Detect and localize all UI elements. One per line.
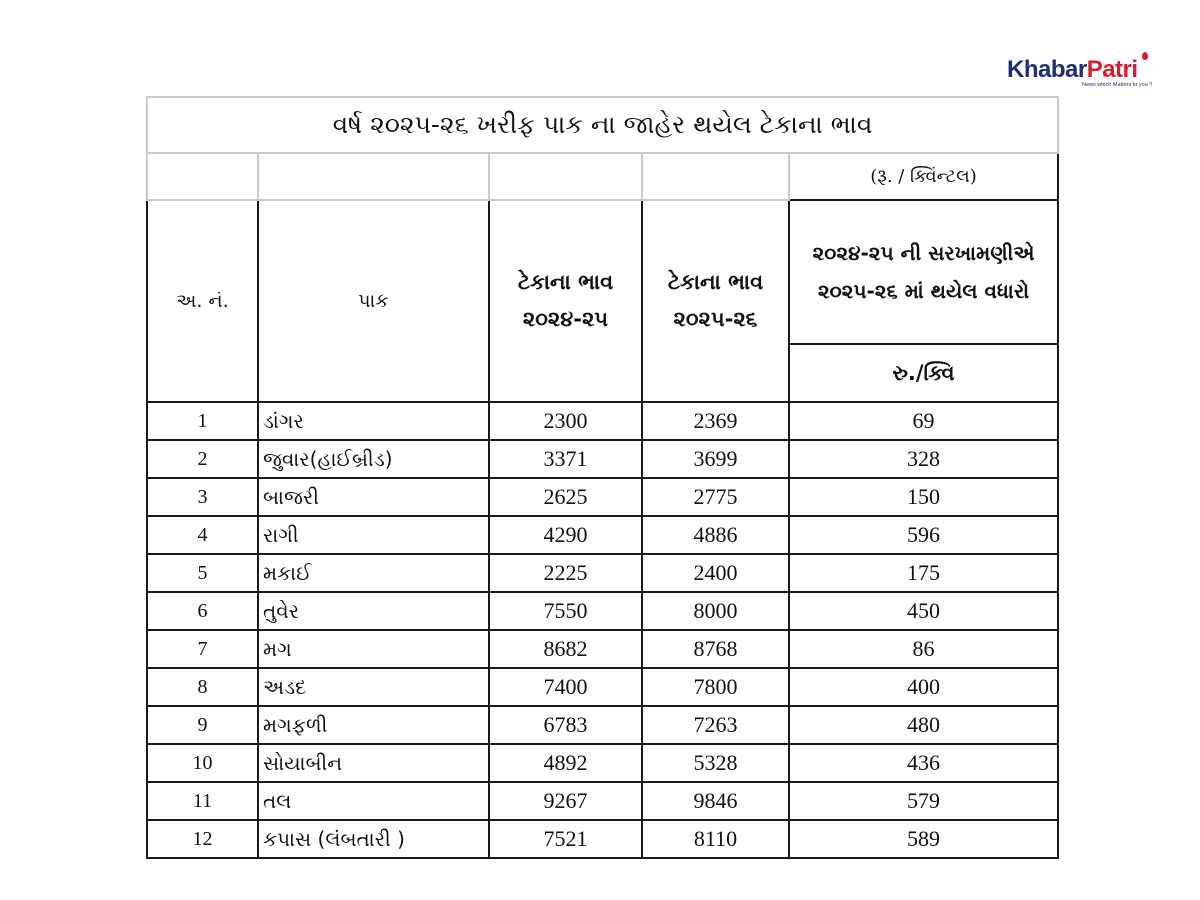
- msp-2024-cell: 9267: [489, 782, 642, 820]
- table-row: [147, 478, 1058, 516]
- increase-cell: 450: [789, 592, 1058, 630]
- table-row: [147, 630, 1058, 668]
- table-row: [147, 744, 1058, 782]
- increase-cell: 579: [789, 782, 1058, 820]
- serial-number-cell: 10: [147, 744, 258, 782]
- header-increase-line2: ૨૦૨૫-૨૬ માં થયેલ વધારો: [817, 279, 1030, 303]
- table-title: વર્ષ ૨૦૨૫-૨૬ ખરીફ પાક ના જાહેર થયેલ ટેકાના ભાવ: [147, 97, 1058, 153]
- crop-cell: મગફળી: [258, 706, 489, 744]
- increase-cell: 589: [789, 820, 1058, 858]
- msp-2024-cell: 7400: [489, 668, 642, 706]
- serial-number-cell: 1: [147, 402, 258, 440]
- blank-cell: [489, 153, 642, 200]
- msp-2024-cell: 4290: [489, 516, 642, 554]
- increase-cell: 480: [789, 706, 1058, 744]
- msp-2025-cell: 8768: [642, 630, 789, 668]
- serial-number-cell: 7: [147, 630, 258, 668]
- msp-2024-cell: 2300: [489, 402, 642, 440]
- serial-number-cell: 9: [147, 706, 258, 744]
- table-row: [147, 402, 1058, 440]
- table-row: [147, 820, 1058, 858]
- header-increase-unit: રુ./ક્વિ: [789, 344, 1058, 402]
- increase-cell: 328: [789, 440, 1058, 478]
- table-row: [147, 592, 1058, 630]
- msp-2024-cell: 2625: [489, 478, 642, 516]
- header-increase: [789, 200, 1058, 344]
- crop-cell: મગ: [258, 630, 489, 668]
- msp-2025-cell: 2400: [642, 554, 789, 592]
- msp-2024-cell: 3371: [489, 440, 642, 478]
- header-msp-2025-line1: ટેકાના ભાવ: [667, 270, 764, 295]
- unit-note: (રૂ. / ક્વિંન્ટલ): [789, 153, 1058, 200]
- header-msp-2025-line2: ૨૦૨૫-૨૬: [673, 307, 758, 331]
- header-increase-line1: ૨૦૨૪-૨૫ ની સરખામણીએ: [812, 241, 1035, 265]
- msp-2025-cell: 7800: [642, 668, 789, 706]
- table-row: [147, 440, 1058, 478]
- increase-cell: 596: [789, 516, 1058, 554]
- title-row: [147, 97, 1058, 153]
- serial-number-cell: 12: [147, 820, 258, 858]
- increase-cell: 400: [789, 668, 1058, 706]
- logo-drop-icon: [1142, 52, 1148, 60]
- blank-cell: [147, 153, 258, 200]
- increase-cell: 150: [789, 478, 1058, 516]
- crop-cell: કપાસ (લંબતારી ): [258, 820, 489, 858]
- table-row: [147, 668, 1058, 706]
- msp-2024-cell: 6783: [489, 706, 642, 744]
- table-row: [147, 516, 1058, 554]
- msp-2024-cell: 7550: [489, 592, 642, 630]
- crop-cell: તલ: [258, 782, 489, 820]
- header-serial-number: અ. નં.: [147, 200, 258, 402]
- crop-cell: રાગી: [258, 516, 489, 554]
- msp-2024-cell: 2225: [489, 554, 642, 592]
- crop-cell: અડદ: [258, 668, 489, 706]
- msp-2025-cell: 5328: [642, 744, 789, 782]
- blank-cell: [642, 153, 789, 200]
- increase-cell: 175: [789, 554, 1058, 592]
- logo-tagline: News which Matters to you !!: [1082, 82, 1153, 88]
- msp-2025-cell: 8110: [642, 820, 789, 858]
- header-msp-2024-line2: ૨૦૨૪-૨૫: [522, 307, 609, 331]
- msp-2025-cell: 2775: [642, 478, 789, 516]
- table-row: [147, 706, 1058, 744]
- serial-number-cell: 3: [147, 478, 258, 516]
- serial-number-cell: 8: [147, 668, 258, 706]
- khabarpatri-logo: [1000, 52, 1155, 92]
- table-row: [147, 554, 1058, 592]
- crop-cell: મકાઈ: [258, 554, 489, 592]
- msp-table: [146, 96, 1059, 859]
- crop-cell: ડાંગર: [258, 402, 489, 440]
- msp-2025-cell: 8000: [642, 592, 789, 630]
- crop-cell: સોયાબીન: [258, 744, 489, 782]
- logo-wordmark: KhabarPatri: [1007, 56, 1138, 83]
- serial-number-cell: 6: [147, 592, 258, 630]
- increase-cell: 86: [789, 630, 1058, 668]
- msp-2025-cell: 9846: [642, 782, 789, 820]
- serial-number-cell: 5: [147, 554, 258, 592]
- msp-2024-cell: 4892: [489, 744, 642, 782]
- blank-cell: [258, 153, 489, 200]
- header-msp-2024-25: [489, 200, 642, 402]
- header-msp-2025-26: [642, 200, 789, 402]
- header-msp-2024-line1: ટેકાના ભાવ: [517, 270, 614, 295]
- header-crop: પાક: [258, 200, 489, 402]
- increase-cell: 69: [789, 402, 1058, 440]
- serial-number-cell: 2: [147, 440, 258, 478]
- crop-cell: જુવાર(હાઈબ્રીડ): [258, 440, 489, 478]
- serial-number-cell: 11: [147, 782, 258, 820]
- msp-2025-cell: 7263: [642, 706, 789, 744]
- header-row: [147, 200, 1058, 344]
- crop-cell: બાજરી: [258, 478, 489, 516]
- msp-2025-cell: 3699: [642, 440, 789, 478]
- increase-cell: 436: [789, 744, 1058, 782]
- table-row: [147, 782, 1058, 820]
- unit-row: [147, 153, 1058, 200]
- msp-2024-cell: 7521: [489, 820, 642, 858]
- crop-cell: તુવેર: [258, 592, 489, 630]
- serial-number-cell: 4: [147, 516, 258, 554]
- msp-2024-cell: 8682: [489, 630, 642, 668]
- msp-2025-cell: 2369: [642, 402, 789, 440]
- msp-2025-cell: 4886: [642, 516, 789, 554]
